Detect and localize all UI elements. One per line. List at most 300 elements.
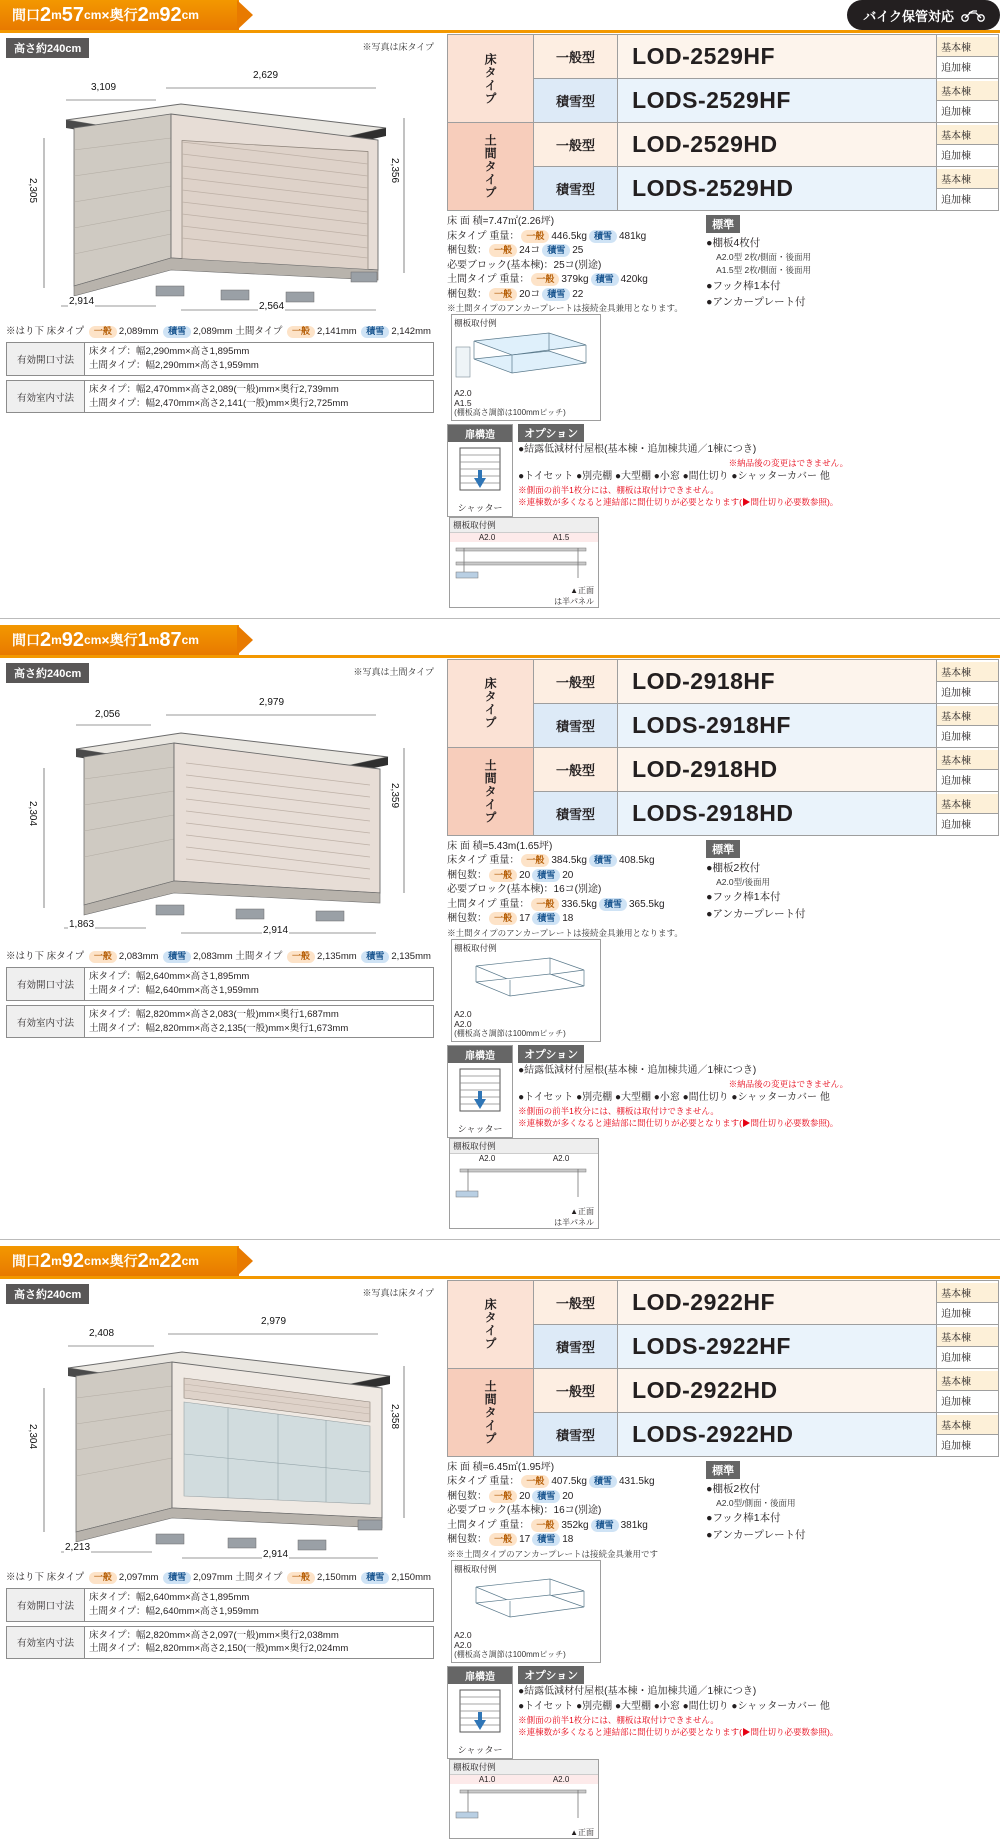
dim-left-height: 2,304 [27,1423,38,1449]
shelf-label-a: A2.0 [454,1009,472,1020]
shelf-mount-icon [450,1163,596,1203]
shelf-label-a: A2.0 [454,388,472,399]
title-mid: ×奥行 [101,7,138,23]
chip-general: 一般 [489,1533,517,1546]
chip-general: 一般 [531,898,559,911]
chip-snow-2: 積雪 [361,326,389,338]
shelf-mount-label-b: A2.0 [552,1153,570,1163]
stock-base: 基本棟 [937,1371,998,1391]
floor-pack-gen: 24コ [519,245,541,256]
doma-weight-snow: 420kg [620,274,648,285]
standard-block [706,1461,846,1543]
height-tag: 高さ約240cm [6,38,89,58]
bike-support-badge [847,0,1000,30]
model-name[interactable]: LOD-2529HD [618,123,937,167]
inner-spec-table [6,1626,434,1660]
doma-pack-gen: 20コ [519,288,541,300]
beam-floor-gen: 2,089mm [118,326,159,337]
stock-add: 追加棟 [937,1391,998,1410]
model-name[interactable]: LODS-2922HD [618,1412,937,1456]
beam-doma-snow: 2,142mm [391,326,431,337]
shelf-label-a: A2.0 [454,1630,472,1641]
door-structure-block [447,1045,513,1138]
shelf-example-box [451,939,601,1042]
shelf-mount-title: 棚板取付例 [450,518,598,533]
doma-label: 土間タイプ [235,1571,283,1583]
kind-general-label: 一般型 [534,123,618,167]
floor-area: 床 面 積=5.43m(1.65坪) [447,840,553,852]
floor-weight-snow: 431.5kg [618,1476,655,1488]
option-note-2: ※連棟数が多くなると連結部に間仕切りが必要となります(▶間仕切り必要数参照)。 [518,496,839,507]
doma-pack-snow: 18 [562,913,574,925]
kind-general-label: 一般型 [534,659,618,703]
stock-cells [937,167,999,211]
shelf-mount-example [449,1759,599,1839]
illustration-column [0,659,440,1038]
product-section-2529 [0,0,1000,608]
option-title: オプション [518,424,584,442]
shelf-example-box [451,1560,601,1663]
motorcycle-icon [960,8,986,22]
chip-general: 一般 [489,912,517,925]
depth-unit-2: cm [181,8,199,22]
shelf-pitch-note: (棚板高さ調節は100mmピッチ) [454,408,566,418]
table-row [448,123,999,167]
width-number-2: 57 [61,4,85,26]
shelf-mount-label-b: A2.0 [552,1774,570,1784]
open-floor: 床タイプ：幅2,640mm×高さ1,895mm [89,971,250,983]
photo-note: ※写真は床タイプ [362,1287,434,1298]
product-drawing [6,683,440,948]
door-caption: シャッター [457,502,503,513]
shelf-diagram-icon [454,329,594,385]
standard-block [706,840,846,922]
chip-general: 一般 [531,1519,559,1532]
option-items: ●トイセット ●別売棚 ●大型棚 ●小窓 ●間仕切り ●シャッターカバー 他 [518,1700,830,1712]
floor-weight-gen: 407.5kg [551,1476,587,1488]
stock-add: 追加棟 [937,1347,998,1366]
shelf-example-block [451,314,601,421]
chip-snow: 積雪 [589,854,617,867]
table-row [448,747,999,791]
row-open-label: 有効開口寸法 [7,1589,85,1622]
row-inner-label: 有効室内寸法 [7,1005,85,1038]
chip-snow-2: 積雪 [361,951,389,963]
title-prefix: 間口 [12,1252,40,1269]
chip-general: 一般 [89,1572,117,1584]
shelf-example-block [451,939,601,1042]
shelf-example-title: 棚板取付例 [454,943,497,954]
height-tag: 高さ約240cm [6,663,89,683]
depth-number-2: 87 [159,628,182,651]
type-doma-label: 土間タイプ [448,123,534,211]
section-title-bar [0,1246,239,1276]
stock-cells [937,659,999,703]
title-mid: ×奥行 [101,1252,138,1269]
model-name[interactable]: LODS-2918HD [618,791,937,835]
depth-number: 2 [137,1249,149,1272]
dim-top-left: 3,109 [91,82,117,93]
floor-pack-row [447,1490,699,1505]
stock-add: 追加棟 [937,1435,998,1454]
stock-add: 追加棟 [937,726,998,745]
table-row [448,1368,999,1412]
stock-add: 追加棟 [937,57,998,76]
stock-base: 基本棟 [937,37,998,57]
stock-add: 追加棟 [937,682,998,701]
chip-snow: 積雪 [163,951,191,963]
hook-item: ●フック棒1本付 [706,891,781,904]
beam-height-line [6,326,440,338]
section-header [0,1246,1000,1280]
shelf-item: ●棚板4枚付 [706,237,761,249]
standard-title: 標準 [706,840,740,858]
spec-column [447,1280,999,1839]
stock-base: 基本棟 [937,81,998,101]
floor-pack-label: 梱包数： [447,245,488,256]
width-unit-2: cm [84,1253,102,1268]
shelf-mount-title: 棚板取付例 [450,1760,598,1775]
standard-list [706,235,846,310]
beam-floor-snow: 2,083mm [193,950,233,962]
anchor-note: ※※土間タイプのアンカープレートは接続金具兼用です [447,1548,659,1559]
model-name[interactable]: LOD-2922HF [618,1280,937,1324]
block-row: 必要ブロック(基本棟)：16コ(別途) [447,884,602,896]
chip-general-2: 一般 [287,1572,315,1584]
chip-snow: 積雪 [532,1533,560,1546]
model-table [447,659,999,836]
shelf-sub-1: A2.0型/後面用 [716,877,770,888]
front-label: ▲正面 [570,1827,595,1837]
option-note-1: ※側面の前半1枚分には、棚板は取付けできません。 [518,1714,719,1725]
dim-bottom-left: 1,863 [69,918,95,930]
type-doma-label: 土間タイプ [448,747,534,835]
model-name[interactable]: LODS-2922HF [618,1324,937,1368]
table-row [7,1589,434,1622]
shelf-mount-label-a: A2.0 [478,532,496,542]
halfpanel-label: は半パネル [554,1217,595,1227]
option-title: オプション [518,1666,584,1684]
model-name[interactable]: LOD-2922HD [618,1368,937,1412]
inner-floor: 床タイプ：幅2,820mm×高さ2,083(一般)mm×奥行1,687mm [89,1008,339,1020]
doma-pack-row [447,288,699,303]
row-inner-label: 有効室内寸法 [7,380,85,413]
dim-top-left: 2,408 [89,1327,115,1339]
chip-general: 一般 [521,230,549,243]
option-area [447,424,999,608]
dim-bottom-left: 2,914 [69,296,95,307]
dim-right-height: 2,359 [389,782,400,808]
shelf-example-block [451,1560,601,1663]
doma-pack-label: 梱包数： [447,913,488,925]
stock-cells [937,1280,999,1324]
shelf-label-b: A2.0 [454,1019,472,1030]
model-table [447,1280,999,1457]
anchor-item: ●アンカープレート付 [706,295,806,308]
inner-doma: 土間タイプ：幅2,820mm×高さ2,135(一般)mm×奥行1,673mm [89,1022,349,1034]
product-drawing [6,58,440,323]
shelf-mount-label-b: A1.5 [552,532,570,542]
shed-illustration [6,683,436,943]
door-title: 扉構造 [448,1667,512,1684]
row-inner-value [85,1626,434,1659]
dim-right-height: 2,358 [389,1403,400,1429]
model-name[interactable]: LODS-2918HF [618,703,937,747]
floor-pack-snow: 20 [562,869,574,881]
stock-cells [937,1412,999,1456]
model-name[interactable]: LODS-2529HD [618,167,937,211]
shelf-sub-2: A1.5型 2枚/側面・後面用 [716,265,812,276]
stock-cells [937,747,999,791]
doma-pack-gen: 17 [519,1534,531,1546]
shed-illustration [6,58,436,318]
stock-base: 基本棟 [937,169,998,189]
chip-snow: 積雪 [591,273,619,286]
info-area [447,1461,999,1663]
doma-pack-snow: 22 [572,288,584,300]
chip-general-2: 一般 [287,951,315,963]
doma-pack-row [447,1533,699,1548]
height-tag: 高さ約240cm [6,1284,89,1304]
row-open-value [85,968,434,1001]
kind-snow-label: 積雪型 [534,791,618,835]
floor-weight-row [447,1475,699,1490]
doma-weight-row [447,273,699,288]
stock-base: 基本棟 [937,794,998,814]
depth-unit-2: cm [181,632,199,647]
doma-label: 土間タイプ [235,950,283,962]
row-inner-label: 有効室内寸法 [7,1626,85,1659]
beam-doma-snow: 2,150mm [391,1571,431,1583]
width-number-2: 92 [61,628,85,651]
halfpanel-label: は半パネル [554,596,595,606]
option-note-1: ※側面の前半1枚分には、棚板は取付けできません。 [518,484,719,495]
dim-left-height: 2,304 [27,800,38,826]
beam-floor-gen: 2,097mm [118,1571,159,1583]
front-label: ▲正面 [570,585,595,595]
option-area [447,1045,999,1229]
model-name[interactable]: LODS-2529HF [618,79,937,123]
stock-cells [937,1368,999,1412]
model-name[interactable]: LOD-2918HF [618,659,937,703]
shelf-item: ●棚板2枚付 [706,861,761,874]
illustration-column [0,34,440,413]
chip-general: 一般 [489,1490,517,1503]
chip-snow: 積雪 [542,288,570,301]
kind-snow-label: 積雪型 [534,1324,618,1368]
stock-base: 基本棟 [937,1415,998,1435]
depth-number-2: 92 [159,4,182,26]
floor-label: 床タイプ [46,326,85,337]
floor-pack-gen: 20 [519,869,531,881]
shutter-icon [452,1063,508,1119]
floor-pack-row [447,869,699,884]
floor-pack-gen: 20 [519,1490,531,1502]
table-row [7,1005,434,1038]
option-items: ●トイセット ●別売棚 ●大型棚 ●小窓 ●間仕切り ●シャッターカバー 他 [518,1091,830,1103]
shelf-diagram-icon [454,1575,594,1627]
shelf-mount-title: 棚板取付例 [450,1139,598,1154]
door-structure-block [447,424,513,517]
floor-weight-label: 床タイプ 重量： [447,855,520,867]
shelf-sub-1: A2.0型/側面・後面用 [716,1498,796,1509]
shelf-sub-1: A2.0型 2枚/側面・後面用 [716,252,812,263]
stock-add: 追加棟 [937,145,998,164]
stock-base: 基本棟 [937,750,998,770]
doma-weight-gen: 336.5kg [561,898,597,910]
open-doma: 土間タイプ：幅2,640mm×高さ1,959mm [89,1605,259,1617]
kind-snow-label: 積雪型 [534,1412,618,1456]
chip-snow: 積雪 [591,1519,619,1532]
model-name[interactable]: LOD-2918HD [618,747,937,791]
doma-weight-snow: 365.5kg [628,898,665,910]
dim-left-height: 2,305 [27,178,38,204]
dim-top-right: 2,979 [259,696,285,708]
weights-block [447,215,699,314]
shelf-label-b: A1.5 [454,398,472,409]
standard-title: 標準 [706,1461,740,1479]
kind-snow-label: 積雪型 [534,167,618,211]
stock-add: 追加棟 [937,1303,998,1322]
chip-snow: 積雪 [532,869,560,882]
chip-snow: 積雪 [542,244,570,257]
standard-list [706,1481,846,1543]
doma-label: 土間タイプ [235,326,283,337]
model-name[interactable]: LOD-2529HF [618,35,937,79]
option-note-1: ※側面の前半1枚分には、棚板は取付けできません。 [518,1105,719,1116]
table-row [7,380,434,413]
stock-cells [937,123,999,167]
block-row: 必要ブロック(基本棟)：25コ(別途) [447,259,602,271]
stock-add: 追加棟 [937,189,998,208]
chip-general: 一般 [489,244,517,257]
dim-right-height: 2,356 [389,158,400,184]
shelf-mount-example [449,1138,599,1229]
width-unit-2: cm [84,8,102,22]
anchor-note: ※土間タイプのアンカープレートは接続金具兼用となります。 [447,927,683,938]
floor-weight-snow: 408.5kg [618,855,655,867]
beam-floor-gen: 2,083mm [118,950,159,962]
depth-number-2: 22 [159,1249,182,1272]
option-block [518,1045,848,1129]
chip-snow: 積雪 [532,1490,560,1503]
chip-snow: 積雪 [589,230,617,243]
row-open-label: 有効開口寸法 [7,343,85,376]
bike-badge-label: バイク保管対応 [863,8,954,24]
block-row: 必要ブロック(基本棟)：16コ(別途) [447,1505,602,1517]
depth-unit-2: cm [181,1253,199,1268]
shelf-mount-label-a: A2.0 [478,1153,496,1163]
stock-cells [937,79,999,123]
doma-weight-gen: 379kg [561,274,589,285]
shelf-pitch-note: (棚板高さ調節は100mmピッチ) [454,1029,566,1039]
anchor-item: ●アンカープレート付 [706,1528,806,1541]
spec-column [447,34,999,608]
type-floor-label: 床タイプ [448,35,534,123]
floor-pack-snow: 20 [562,1490,574,1502]
shed-illustration [6,1304,436,1569]
kind-general-label: 一般型 [534,1368,618,1412]
table-row [7,1626,434,1659]
inner-spec-table [6,380,434,414]
inner-floor: 床タイプ：幅2,470mm×高さ2,089(一般)mm×奥行2,739mm [89,383,339,395]
chip-general: 一般 [89,951,117,963]
shelf-pitch-note: (棚板高さ調節は100mmピッチ) [454,1650,566,1660]
floor-weight-row [447,854,699,869]
door-structure-block [447,1666,513,1759]
model-table [447,34,999,211]
beam-doma-snow: 2,135mm [391,950,431,962]
dim-bottom-right: 2,564 [259,301,285,312]
title-mid: ×奥行 [101,631,138,648]
doma-weight-row [447,898,699,913]
title-prefix: 間口 [12,631,40,648]
option-main: ●結露低減材付屋根(基本棟・追加棟共通／1棟につき) [518,443,757,455]
opening-spec-table [6,1588,434,1622]
header-rule [0,655,1000,658]
beam-floor-snow: 2,097mm [193,1571,233,1583]
row-inner-value [85,1005,434,1038]
option-block [518,424,848,508]
floor-weight-snow: 481kg [618,230,647,242]
type-doma-label: 土間タイプ [448,1368,534,1456]
product-drawing [6,1304,440,1569]
doma-weight-label: 土間タイプ 重量： [447,1519,530,1531]
option-main: ●結露低減材付屋根(基本棟・追加棟共通／1棟につき) [518,1685,757,1697]
option-items: ●トイセット ●別売棚 ●大型棚 ●小窓 ●間仕切り ●シャッターカバー 他 [518,470,830,482]
floor-area: 床 面 積=7.47㎡(2.26坪) [447,216,555,227]
width-unit: m [51,632,62,647]
doma-weight-label: 土間タイプ 重量： [447,898,530,910]
kind-general-label: 一般型 [534,747,618,791]
doma-pack-label: 梱包数： [447,288,488,300]
inner-floor: 床タイプ：幅2,820mm×高さ2,097(一般)mm×奥行2,038mm [89,1629,339,1641]
open-floor: 床タイプ：幅2,290mm×高さ1,895mm [89,346,250,358]
floor-pack-snow: 25 [572,245,584,256]
chip-snow: 積雪 [599,898,627,911]
section-title-bar [0,625,239,655]
floor-pack-label: 梱包数： [447,869,488,881]
row-open-value [85,343,434,376]
weights-block [447,1461,699,1560]
beam-height-line [6,1572,440,1584]
kind-snow-label: 積雪型 [534,703,618,747]
chip-general: 一般 [521,854,549,867]
opening-spec-table [6,967,434,1001]
header-rule [0,30,1000,33]
spec-column [447,659,999,1229]
stock-cells [937,35,999,79]
shelf-example-box [451,314,601,421]
chip-snow: 積雪 [163,1572,191,1584]
open-floor: 床タイプ：幅2,640mm×高さ1,895mm [89,1592,250,1604]
dim-bottom-right: 2,914 [263,924,289,936]
stock-add: 追加棟 [937,770,998,789]
depth-number: 2 [137,4,149,26]
beam-doma-gen: 2,135mm [317,950,357,962]
floor-label: 床タイプ [46,950,85,962]
depth-unit: m [148,632,160,647]
kind-snow-label: 積雪型 [534,79,618,123]
chip-snow-2: 積雪 [361,1572,389,1584]
section-header [0,0,1000,34]
shelf-mount-example [449,517,599,608]
hook-item: ●フック棒1本付 [706,1512,781,1525]
section-header [0,625,1000,659]
shelf-mount-icon [450,1784,596,1824]
illustration-column [0,1280,440,1659]
table-row [448,659,999,703]
